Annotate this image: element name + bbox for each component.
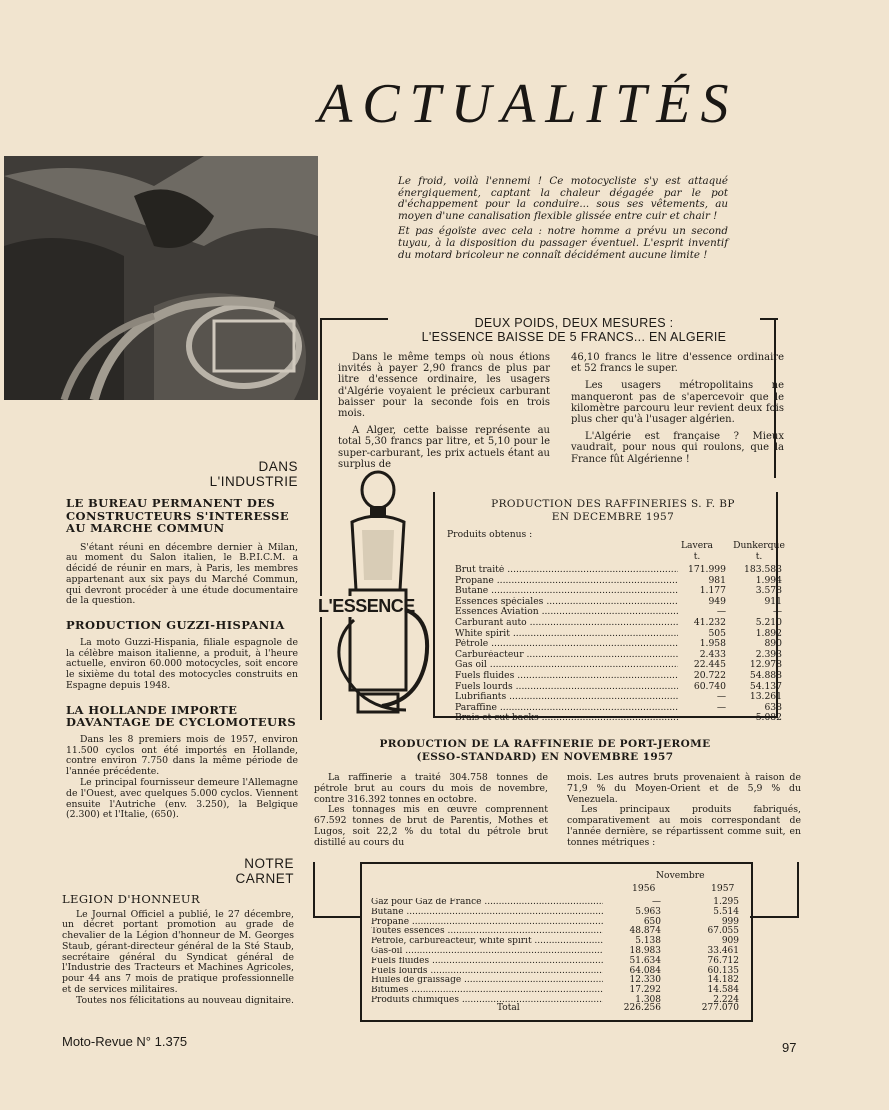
nov-row-label: Butane ..... xyxy=(371,908,603,918)
sfbp-row-lavera: 171.999 xyxy=(688,564,726,575)
sfbp-col-dunkerque: Dunkerque xyxy=(733,540,785,551)
sfbp-row-dunkerque: — xyxy=(772,606,782,618)
nov-row-1957: 67.055 xyxy=(707,926,739,937)
nov-row-1957: 14.182 xyxy=(707,975,739,986)
sfbp-row-dunkerque: 13.261 xyxy=(749,691,782,703)
fuel-pump-icon xyxy=(322,470,434,720)
sfbp-row-lavera: 981 xyxy=(708,574,726,586)
hollande-paragraph-2: Le principal fournisseur demeure l'Allemagne de l'Ouest, avec quelques 5.000 cyclos. Viennent ensuite l'Autriche (env. 3.250), la Belgique (2.300) et l'Italie, (650). xyxy=(66,776,298,821)
sfbp-row-lavera: 949 xyxy=(708,595,726,607)
nov-row-label: Toutes essences ..... xyxy=(371,927,603,937)
nov-row-label: Fuels lourds ..... xyxy=(371,967,603,977)
industrie-head-line-2: L'INDUSTRIE xyxy=(209,474,298,489)
nov-row-1956: 64.084 xyxy=(629,965,661,976)
sfbp-row-lavera: 1.958 xyxy=(699,638,726,650)
carnet-head-line-1: NOTRE xyxy=(244,856,294,871)
nov-row xyxy=(371,937,739,947)
sfbp-row xyxy=(455,660,782,671)
nov-row-label: Pétrole, carburéacteur, white spirit ..... xyxy=(371,937,603,947)
nov-row-1956: 5.963 xyxy=(635,906,661,917)
guzzi-article-title: PRODUCTION GUZZI-HISPANIA xyxy=(66,618,285,633)
nov-row-label: Bitumes ..... xyxy=(371,986,603,996)
sfbp-row-dunkerque: 2.393 xyxy=(755,648,782,660)
nov-col-1957: 1957 xyxy=(711,883,735,894)
nov-row-1956: 12.330 xyxy=(629,975,661,986)
nov-row-1957: 33.461 xyxy=(707,945,739,956)
nov-row-label: Fuels fluides ..... xyxy=(371,957,603,967)
sfbp-row-dunkerque: 911 xyxy=(764,595,782,607)
nov-row xyxy=(371,957,739,967)
nov-table-right-tick xyxy=(750,916,799,918)
sfbp-row-lavera: — xyxy=(716,701,726,713)
sfbp-col-lavera: Lavera xyxy=(680,540,714,551)
essence-col1-paragraph-2: A Alger, cette baisse représente au total 5,30 francs par litre, et 5,10 pour le super-carburant, les prix actuels étant au surplus de xyxy=(338,425,550,470)
sfbp-row xyxy=(455,682,782,693)
sfbp-row-lavera: — xyxy=(716,691,726,703)
sfbp-row-lavera: 20.722 xyxy=(693,669,726,681)
portjerome-col2-paragraph-1: mois. Les autres bruts provenaient à raison de 71,9 % du Moyen-Orient et de 5,9 % du Venezuela. xyxy=(567,772,801,805)
sfbp-row-label: Essences Aviation ..... xyxy=(455,607,678,618)
nov-row xyxy=(371,976,739,986)
sfbp-row-label: Fuels fluides ..... xyxy=(455,671,678,682)
sfbp-row-label: Gas oil ..... xyxy=(455,660,678,671)
sfbp-title-line-1: PRODUCTION DES RAFFINERIES S. F. BP xyxy=(491,498,735,510)
sfbp-col-headers xyxy=(672,541,796,562)
essence-illustration xyxy=(322,470,434,720)
sfbp-row-label: Propane ..... xyxy=(455,576,678,587)
portjerome-col-1 xyxy=(314,773,548,849)
essence-article-title xyxy=(388,316,760,344)
sfbp-row-label: Fuels lourds ..... xyxy=(455,682,678,693)
legion-title: LEGION D'HONNEUR xyxy=(62,892,201,906)
sfbp-row-lavera: — xyxy=(716,712,726,724)
nov-row-1957: 909 xyxy=(721,936,739,947)
hollande-paragraph-1: Dans les 8 premiers mois de 1957, environ 11.500 cyclos ont été importés en Hollande, contre environ 7.750 dans la même période de l'année précédente. xyxy=(66,733,298,778)
sfbp-unit-lavera: t. xyxy=(693,550,701,562)
nov-row xyxy=(371,947,739,957)
nov-row-label: Huiles de graissage ..... xyxy=(371,976,603,986)
essence-logo-text: L'ESSENCE xyxy=(318,596,415,616)
sfbp-row-dunkerque: 1.994 xyxy=(755,574,782,586)
photo-illustration xyxy=(4,156,318,400)
legion-paragraph-2: Toutes nos félicitations au nouveau dignitaire. xyxy=(76,994,294,1006)
nov-row-1956: — xyxy=(652,897,661,907)
nov-row-1956: 1.308 xyxy=(635,994,661,1005)
portjerome-col-2 xyxy=(567,773,801,849)
carnet-column xyxy=(62,893,294,1007)
nov-total-1957: 277.070 xyxy=(701,1003,739,1013)
nov-row-label: Gaz pour Gaz de France ..... xyxy=(371,898,603,908)
sfbp-row-dunkerque: 5.210 xyxy=(755,616,782,628)
nov-row-label: Propane ..... xyxy=(371,918,603,928)
nov-table-right-bracket xyxy=(797,862,799,918)
sfbp-row xyxy=(455,703,782,714)
sfbp-row-label: Butane ..... xyxy=(455,586,678,597)
essence-col-2 xyxy=(571,352,784,471)
sfbp-row xyxy=(455,586,782,597)
essence-title-line-1: DEUX POIDS, DEUX MESURES : xyxy=(474,316,674,330)
nov-row-1957: 5.514 xyxy=(713,906,739,917)
carnet-head-line-2: CARNET xyxy=(235,871,294,886)
page-number: 97 xyxy=(782,1040,797,1055)
sfbp-row-label: Brais et cut backs ..... xyxy=(455,713,678,724)
hollande-article-title: LA HOLLANDE IMPORTE DAVANTAGE DE CYCLOMOTEURS xyxy=(66,702,297,730)
nov-row-label: Gas-oil ..... xyxy=(371,947,603,957)
sfbp-row-dunkerque: 3.578 xyxy=(755,585,782,597)
nov-table-month: Novembre xyxy=(656,870,705,881)
nov-row-1956: 17.292 xyxy=(629,985,661,996)
nov-row-1957: 60.135 xyxy=(707,965,739,976)
sfbp-row xyxy=(455,713,782,724)
nov-row xyxy=(371,986,739,996)
nov-total-label: Total xyxy=(497,1003,520,1013)
sfbp-row-label: White spirit ..... xyxy=(455,629,678,640)
nov-row-1957: 2.224 xyxy=(713,994,739,1005)
sfbp-row-label: Carburéacteur ..... xyxy=(455,650,678,661)
sfbp-row xyxy=(455,607,782,618)
nov-total-row xyxy=(371,1003,739,1013)
nov-row-1956: 18.983 xyxy=(629,945,661,956)
essence-col-1 xyxy=(338,352,550,476)
sfbp-row-label: Essences spéciales ..... xyxy=(455,597,678,608)
nov-row xyxy=(371,908,739,918)
sfbp-row xyxy=(455,565,782,576)
nov-row xyxy=(371,967,739,977)
sfbp-row xyxy=(455,692,782,703)
industrie-head-line-1: DANS xyxy=(258,459,298,474)
nov-row-1957: 1.295 xyxy=(713,897,739,907)
sfbp-row xyxy=(455,639,782,650)
nov-row xyxy=(371,898,739,908)
sfbp-row-lavera: 1.177 xyxy=(699,585,726,597)
portjerome-col1-paragraph-1: La raffinerie a traité 304.758 tonnes de pétrole brut au cours du mois de novembre, contre 316.392 tonnes en octobre. xyxy=(314,772,548,805)
motorcyclist-photo xyxy=(4,156,318,400)
sfbp-row-lavera: — xyxy=(716,606,726,618)
sfbp-row xyxy=(455,618,782,629)
essence-col1-paragraph-1: Dans le même temps où nous étions invités à payer 2,90 francs de plus par litre d'essence ordinaire, les usagers d'Algérie voyaient le précieux carburant baisser pour la seconde fois en trois mois. xyxy=(338,352,550,420)
photo-caption xyxy=(398,176,728,265)
sfbp-row xyxy=(455,576,782,587)
nov-row-1957: 14.584 xyxy=(707,985,739,996)
sfbp-row-dunkerque: 1.892 xyxy=(755,627,782,639)
sfbp-row-dunkerque: 638 xyxy=(764,701,782,713)
nov-row xyxy=(371,927,739,937)
sfbp-row-label: Pétrole ..... xyxy=(455,639,678,650)
guzzi-article-body: La moto Guzzi-Hispania, filiale espagnole de la célèbre maison italienne, a produit, à l'heure actuelle, environ 60.000 motocycles, soit encore le sixième du total des motocycles construits en Espagne depuis 1948. xyxy=(66,636,298,691)
sfbp-row xyxy=(455,671,782,682)
industrie-section-head xyxy=(180,459,298,489)
portjerome-col2-paragraph-2: Les principaux produits fabriqués, comparativement au mois correspondant de l'année dernière, se répartissent comme suit, en tonnes métriques : xyxy=(567,804,801,848)
caption-paragraph-1: Le froid, voilà l'ennemi ! Ce motocycliste s'y est attaqué énergiquement, captant la chaleur dégagée par le pot d'échappement pour la conduire... sous ses vêtements, au moyen d'une canalisation flexible glissée entre cuir et chair ! xyxy=(398,175,728,222)
nov-table-rows xyxy=(371,898,739,1006)
nov-row xyxy=(371,918,739,928)
nov-row-1956: 48.874 xyxy=(629,926,661,937)
industrie-column xyxy=(66,497,298,821)
nov-row-1956: 51.634 xyxy=(629,955,661,966)
sfbp-unit-dunkerque: t. xyxy=(755,550,763,562)
sfbp-row-label: Paraffine ..... xyxy=(455,703,678,714)
bureau-article-body: S'étant réuni en décembre dernier à Milan, au moment du Salon italien, le B.P.I.C.M. a décidé de réunir en mars, à Paris, les membres appartenant aux six pays du Marché Commun, qui devront procéder à une étude documentaire de la question. xyxy=(66,541,298,607)
essence-col2-paragraph-3: L'Algérie est française ? Mieux vaudrait, pour nous qui roulons, que la France fût Algérienne ! xyxy=(571,431,784,465)
sfbp-row-lavera: 2.433 xyxy=(699,648,726,660)
sfbp-row-dunkerque: 5.082 xyxy=(755,712,782,724)
sfbp-row-lavera: 41.232 xyxy=(693,616,726,628)
nov-total-1956: 226.256 xyxy=(623,1003,661,1013)
portjerome-title-line-1: PRODUCTION DE LA RAFFINERIE DE PORT-JEROME xyxy=(379,738,711,750)
nov-col-1956: 1956 xyxy=(632,883,656,894)
sfbp-row-dunkerque: 890 xyxy=(764,638,782,650)
sfbp-row-lavera: 505 xyxy=(708,627,726,639)
portjerome-title-line-2: (ESSO-STANDARD) EN NOVEMBRE 1957 xyxy=(416,750,674,763)
essence-col2-paragraph-2: Les usagers métropolitains ne manqueront pas de s'apercevoir que le kilomètre parcouru leur revient deux fois plus cher qu'à l'usager algérien. xyxy=(571,380,784,426)
nov-row-1956: 5.138 xyxy=(635,936,661,947)
sfbp-products-label: Produits obtenus : xyxy=(447,529,533,540)
essence-title-line-2: L'ESSENCE BAISSE DE 5 FRANCS... EN ALGERIE xyxy=(421,330,727,344)
sfbp-title-line-2: EN DECEMBRE 1957 xyxy=(551,510,675,523)
nov-row-1957: 76.712 xyxy=(707,955,739,966)
sfbp-table-rows xyxy=(455,565,782,724)
essence-col2-paragraph-1: 46,10 francs le litre d'essence ordinaire et 52 francs le super. xyxy=(571,352,784,375)
page-title: ACTUALITÉS xyxy=(318,73,739,135)
sfbp-row-dunkerque: 12.978 xyxy=(749,659,782,671)
sfbp-row-label: Carburant auto ..... xyxy=(455,618,678,629)
nov-row-label: Produits chimiques ..... xyxy=(371,996,603,1006)
sfbp-row-label: Brut traité ..... xyxy=(455,565,678,576)
nov-table-left-tick xyxy=(313,916,361,918)
sfbp-row-lavera: 60.740 xyxy=(693,680,726,692)
magazine-issue: Moto-Revue N° 1.375 xyxy=(62,1034,188,1049)
legion-paragraph-1: Le Journal Officiel a publié, le 27 décembre, un décret portant promotion au grade de chevalier de la Légion d'honneur de M. Georges Staub, gérant-directeur général de la Sté Staub, secrétaire général du Syndicat général de l'Industrie des Tracteurs et Machines Agricoles, pour 44 ans 7 mois de pratique professionnelle et de services militaires. xyxy=(62,908,294,996)
portjerome-title xyxy=(330,738,760,763)
nov-table-left-bracket xyxy=(313,862,315,918)
sfbp-row-lavera: 22.445 xyxy=(693,659,726,671)
carnet-section-head xyxy=(180,856,294,886)
caption-paragraph-2: Et pas égoïste avec cela : notre homme a prévu un second tuyau, à la disposition du passager éventuel. L'esprit inventif du motard bricoleur ne connaît décidément aucune limite ! xyxy=(398,225,728,261)
sfbp-row-dunkerque: 54.137 xyxy=(749,680,782,692)
sfbp-row-label: Lubrifiants ..... xyxy=(455,692,678,703)
sfbp-row-dunkerque: 54.888 xyxy=(749,669,782,681)
sfbp-row xyxy=(455,629,782,640)
sfbp-table-title xyxy=(448,498,778,523)
sfbp-row-dunkerque: 183.583 xyxy=(744,564,782,575)
nov-row-1956: 650 xyxy=(643,916,661,927)
sfbp-row xyxy=(455,650,782,661)
nov-row-1957: 999 xyxy=(721,916,739,927)
portjerome-col1-paragraph-2: Les tonnages mis en œuvre comprennent 67.592 tonnes de brut de Parentis, Mothes et Lugos, soit 22,2 % du total du pétrole brut distillé au cours du xyxy=(314,804,548,848)
bureau-article-title: LE BUREAU PERMANENT DES CONSTRUCTEURS S'INTERESSE AU MARCHE COMMUN xyxy=(66,496,289,535)
sfbp-row xyxy=(455,597,782,608)
